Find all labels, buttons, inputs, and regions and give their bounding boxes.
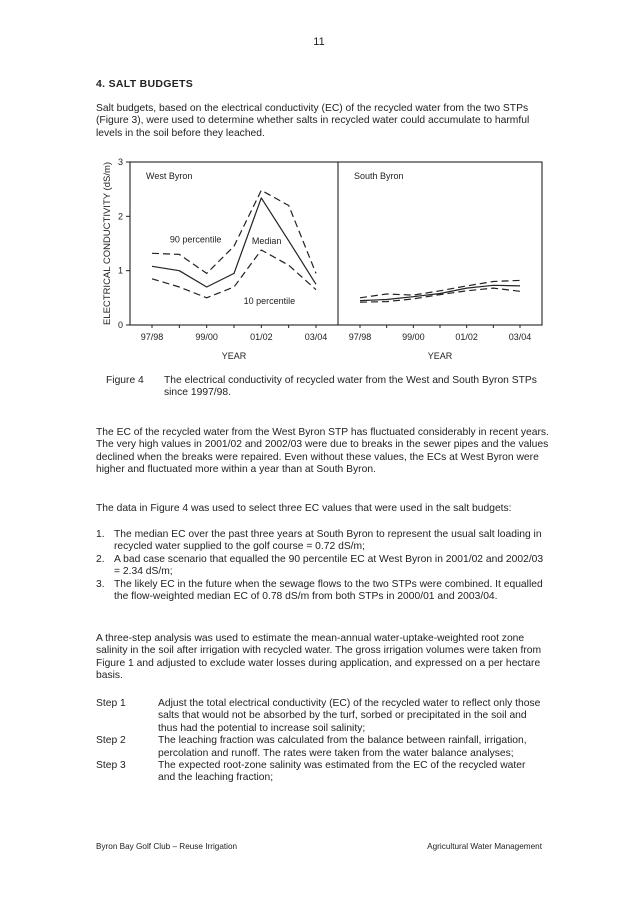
x-tick-label: 97/98	[348, 332, 372, 342]
x-axis-label: YEAR	[427, 351, 453, 361]
step-label: Step 2	[96, 735, 126, 747]
x-tick-label: 97/98	[140, 332, 164, 342]
y-tick-label: 0	[117, 320, 123, 330]
page-number: 11	[313, 36, 325, 48]
list-item-number: 1.	[96, 529, 105, 540]
panel-title: South Byron	[354, 171, 404, 181]
footer-right: Agricultural Water Management	[427, 842, 542, 851]
x-tick-label: 01/02	[250, 332, 273, 342]
figure-label: Figure 4	[106, 375, 144, 386]
x-tick-label: 03/04	[508, 332, 532, 342]
y-tick-label: 1	[117, 265, 123, 276]
steps-list	[96, 698, 556, 785]
series-annotation: 10 percentile	[243, 295, 296, 306]
step-label: Step 3	[96, 760, 126, 772]
x-tick-label: 01/02	[455, 332, 478, 342]
panel-title: West Byron	[146, 171, 193, 181]
list-item	[96, 579, 551, 604]
x-tick-label: 03/04	[304, 332, 328, 342]
ec-values-list	[96, 529, 551, 603]
paragraph-ec-selection: The data in Figure 4 was used to select three EC values that were used in the salt budgets:	[96, 503, 512, 514]
paragraph-ec-fluctuation: The EC of the recycled water from the West Byron STP has fluctuated considerably in recent years. The very high values in 2001/02 and 2002/03 were due to breaks in the sewer pipes and the values declined when the breaks were repaired. Even without these values, the ECs at West Byron were higher and fluctuated more within a year than at South Byron.	[96, 427, 549, 476]
x-tick-label: 99/00	[402, 332, 425, 342]
list-item-text: The median EC over the past three years at South Byron to represent the usual salt loading in recycled water supplied to the golf course = 0.72 dS/m;	[114, 529, 542, 553]
footer-left: Byron Bay Golf Club – Reuse Irrigation	[96, 842, 238, 851]
series-line-90-percentile	[152, 190, 316, 273]
step-label: Step 1	[96, 698, 126, 709]
step-text: The expected root-zone salinity was estimated from the EC of the recycled water and the leaching fraction;	[158, 760, 526, 784]
series-annotation: 90 percentile	[169, 234, 222, 245]
list-item-text: The likely EC in the future when the sewage flows to the two STPs were combined. It equalled the flow-weighted median EC of 0.78 dS/m from both STPs in 2000/01 and 2003/04.	[114, 578, 543, 603]
step-row	[96, 735, 556, 760]
list-item	[96, 529, 551, 554]
figure-caption: The electrical conductivity of recycled water from the West and South Byron STPs since 1997/98.	[164, 375, 537, 399]
paragraph-three-step: A three-step analysis was used to estimate the mean-annual water-uptake-weighted root zone salinity in the soil after irrigation with recycled water. The gross irrigation volumes were taken from Figure 1 and adjusted to exclude water losses during application, and expressed on a per hectare basis.	[96, 633, 542, 682]
series-annotation: Median	[251, 236, 282, 247]
list-item-number: 2.	[96, 553, 105, 565]
list-item-number: 3.	[96, 578, 105, 590]
x-tick-label: 99/00	[195, 332, 218, 342]
step-text: Adjust the total electrical conductivity (EC) of the recycled water to reflect only those salts that would not be absorbed by the turf, sorbed or precipitated in the soil and thus had the potential to increase soil salinity;	[158, 698, 541, 734]
x-axis-label: YEAR	[221, 351, 247, 361]
y-axis-label: ELECTRICAL CONDUCTIVITY (dS/m)	[102, 161, 113, 326]
intro-paragraph: Salt budgets, based on the electrical conductivity (EC) of the recycled water from the two STPs (Figure 3), were used to determine whether salts in recycled water could accumulate to harmful levels in the soil before they leached.	[96, 103, 530, 139]
step-row	[96, 698, 556, 735]
y-tick-label: 3	[117, 157, 123, 167]
step-row	[96, 760, 556, 785]
list-item-text: A bad case scenario that equalled the 90 percentile EC at West Byron in 2001/02 and 2002/03 = 2.34 dS/m;	[114, 553, 544, 578]
ec-chart	[90, 152, 560, 367]
y-tick-label: 2	[117, 211, 123, 222]
list-item	[96, 554, 551, 579]
step-text: The leaching fraction was calculated from the balance between rainfall, irrigation, percolation and runoff. The rates were taken from the water balance analyses;	[158, 735, 527, 759]
series-line-median	[360, 285, 520, 300]
section-heading: 4. SALT BUDGETS	[96, 78, 194, 90]
